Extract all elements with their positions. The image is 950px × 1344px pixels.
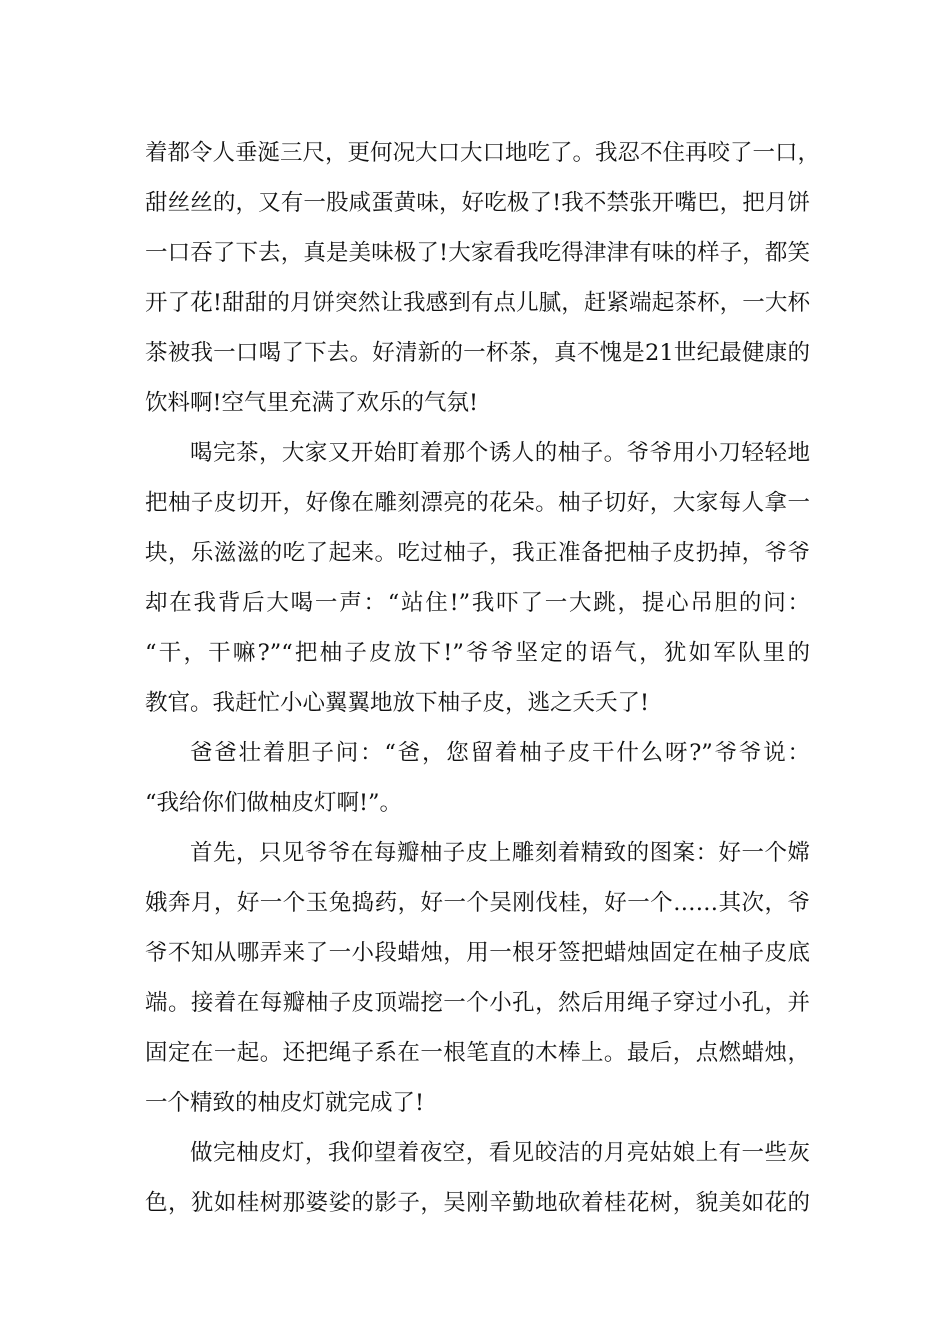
text-line: 爷不知从哪弄来了一小段蜡烛，用一根牙签把蜡烛固定在柚子皮底 — [145, 940, 810, 966]
text-line: 固定在一起。还把绳子系在一根笔直的木棒上。最后，点燃蜡烛， — [145, 1040, 810, 1066]
text-line: 茶被我一口喝了下去。好清新的一杯茶，真不愧是21世纪最健康的 — [145, 340, 810, 366]
paragraph-first-line: 首先，只见爷爷在每瓣柚子皮上雕刻着精致的图案：好一个嫦 — [190, 840, 810, 866]
essay-text — [145, 128, 821, 1228]
paragraph-first-line: 喝完茶，大家又开始盯着那个诱人的柚子。爷爷用小刀轻轻地 — [190, 440, 810, 466]
text-line: 开了花!甜甜的月饼突然让我感到有点儿腻，赶紧端起茶杯，一大杯 — [145, 290, 810, 316]
text-line: 饮料啊!空气里充满了欢乐的气氛! — [145, 390, 479, 416]
text-line: 教官。我赶忙小心翼翼地放下柚子皮，逃之夭夭了! — [145, 690, 650, 716]
text-line: 却在我背后大喝一声：“站住!”我吓了一大跳，提心吊胆的问： — [145, 590, 810, 616]
text-line: “干，干嘛?”“把柚子皮放下!”爷爷坚定的语气，犹如军队里的 — [145, 640, 810, 666]
text-line: 把柚子皮切开，好像在雕刻漂亮的花朵。柚子切好，大家每人拿一 — [145, 490, 810, 516]
text-line: 一个精致的柚皮灯就完成了! — [145, 1090, 425, 1116]
paragraph-first-line: 做完柚皮灯，我仰望着夜空，看见皎洁的月亮姑娘上有一些灰 — [190, 1140, 810, 1166]
text-line: 块，乐滋滋的吃了起来。吃过柚子，我正准备把柚子皮扔掉，爷爷 — [145, 540, 810, 566]
text-line: 一口吞了下去，真是美味极了!大家看我吃得津津有味的样子，都笑 — [145, 240, 810, 266]
text-line: 甜丝丝的，又有一股咸蛋黄味，好吃极了!我不禁张开嘴巴，把月饼 — [145, 190, 810, 216]
text-line: 端。接着在每瓣柚子皮顶端挖一个小孔，然后用绳子穿过小孔，并 — [145, 990, 810, 1016]
text-line: “我给你们做柚皮灯啊!”。 — [145, 790, 403, 816]
text-line: 色，犹如桂树那婆娑的影子，吴刚辛勤地砍着桂花树，貌美如花的 — [145, 1190, 810, 1216]
text-line: 娥奔月，好一个玉兔捣药，好一个吴刚伐桂，好一个……其次，爷 — [145, 890, 810, 916]
paragraph-first-line: 爸爸壮着胆子问：“爸，您留着柚子皮干什么呀?”爷爷说： — [190, 740, 810, 766]
text-line: 着都令人垂涎三尺，更何况大口大口地吃了。我忍不住再咬了一口， — [145, 140, 821, 166]
